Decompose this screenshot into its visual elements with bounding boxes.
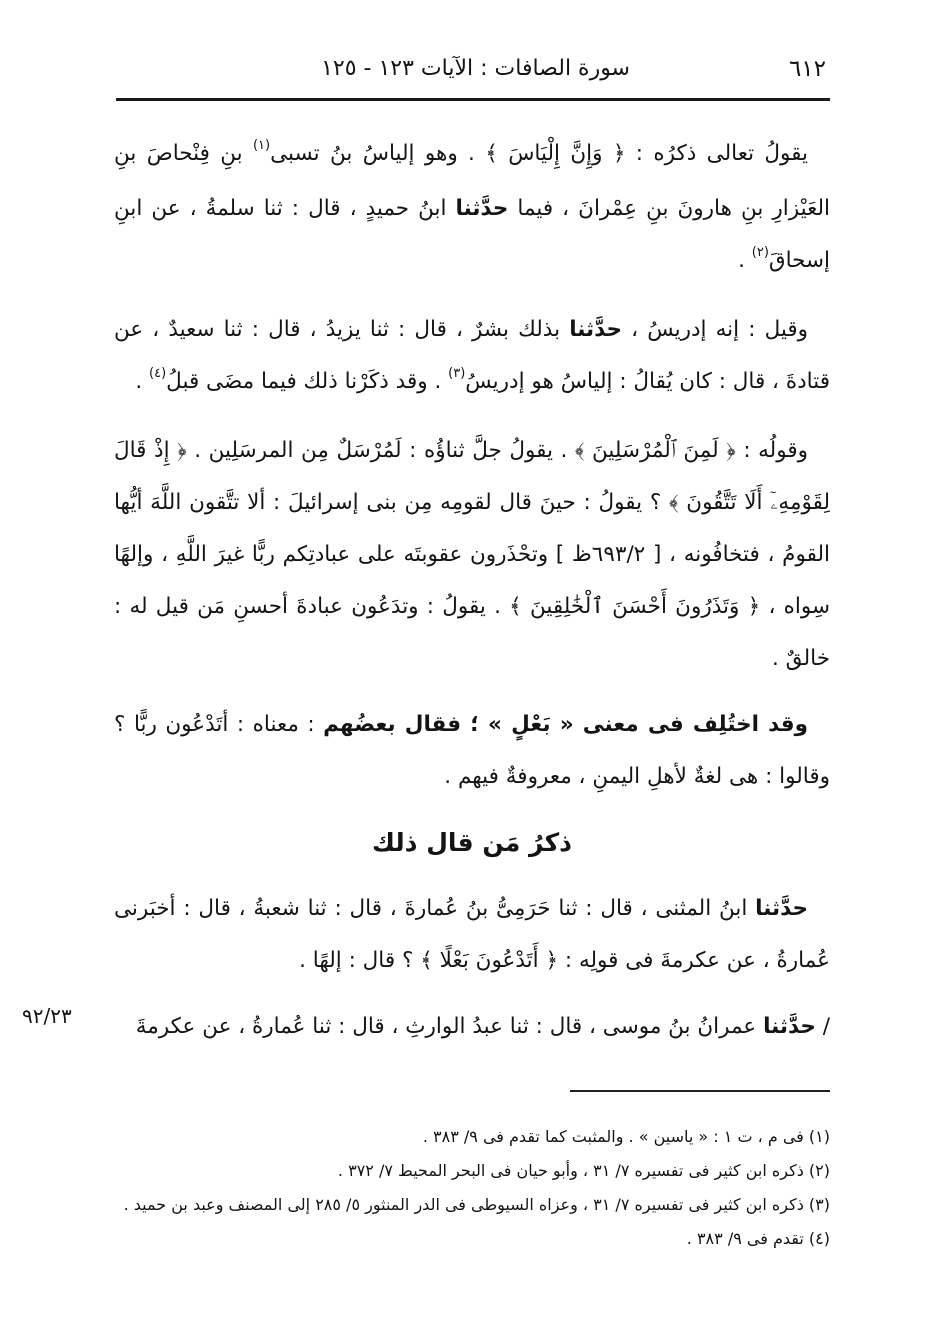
footnote-2: (٢) ذكره ابن كثير فى تفسيره ٧/ ٣١ ، وأبو حيان فى البحر المحيط ٧/ ٣٧٢ . <box>337 1161 830 1180</box>
header-rule <box>116 98 830 101</box>
margin-reference: ٩٢/٢٣ <box>22 1004 72 1028</box>
text-run: . <box>738 248 752 273</box>
paragraph-hadith-1 <box>114 883 830 987</box>
footnote-ref-2: (٢) <box>751 245 769 260</box>
footnote-rule <box>570 1090 830 1092</box>
footnotes <box>114 1120 830 1256</box>
page-number: ٦١٢ <box>788 56 826 82</box>
footnote-ref-1: (١) <box>252 138 271 153</box>
text-run: بذلك بشرٌ ، قال : ثنا يزيدُ ، قال : ثنا سعيدٌ ، عن قتادةَ ، قال : كان يُقالُ : إلياسُ هو إدريسُ <box>114 317 830 394</box>
footnote-ref-3: (٣) <box>448 366 466 381</box>
isnad-keyword: حدَّثنا <box>763 1014 816 1039</box>
footnote-4: (٤) تقدم فى ٩/ ٣٨٣ . <box>686 1229 830 1248</box>
isnad-keyword: حدَّثنا <box>455 196 509 221</box>
main-text <box>114 128 830 1067</box>
text-run: يقولُ تعالى ذكرُه : ﴿ وَإِنَّ إِلْيَاسَ ﴾ . وهو إلياسُ بنُ تسبى <box>270 141 808 166</box>
text-run: : معناه : أتَدْعُون ربًّا ؟ وقالوا : هى لغةٌ لأهلِ اليمنِ ، معروفةٌ فيهم . <box>114 712 830 789</box>
paragraph-ilyas <box>114 128 830 290</box>
text-run: . وقد ذكَرْنا ذلك فيما مضَى قبلُ <box>166 369 449 394</box>
footnote-1: (١) فى م ، ت ١ : « ياسين » . والمثبت كما تقدم فى ٩/ ٣٨٣ . <box>422 1127 830 1146</box>
footnote-3: (٣) ذكره ابن كثير فى تفسيره ٧/ ٣١ ، وعزاه السيوطى فى الدر المنثور ٥/ ٢٨٥ إلى المصنف وعبد بن حميد . <box>123 1195 830 1214</box>
page-header <box>112 50 830 94</box>
running-title: سورة الصافات : الآيات ١٢٣ - ١٢٥ <box>321 56 630 81</box>
text-run: بنِ فِنْحاصَ بنِ العَيْزارِ بنِ هارونَ بنِ عِمْرانَ ، فيما <box>114 141 830 221</box>
text-run: ابنُ حميدٍ ، قال : ثنا سلمةُ ، عن ابنِ إسحاقَ <box>114 196 830 273</box>
paragraph-hadith-2 <box>114 1001 830 1053</box>
paragraph-baal <box>114 699 830 803</box>
footnote-ref-4: (٤) <box>149 366 167 381</box>
bold-lead: وقد اختُلِف فى معنى « بَعْلٍ » ؛ فقال بعضُهم <box>323 712 809 737</box>
text-run: عمرانُ بنُ موسى ، قال : ثنا عبدُ الوارثِ ، قال : ثنا عُمارةُ ، عن عكرمةَ <box>135 1014 764 1039</box>
text-run: . <box>135 369 150 394</box>
paragraph-idris <box>114 304 830 411</box>
text-run: ابنُ المثنى ، قال : ثنا حَرَمِىُّ بنُ عُمارةَ ، قال : ثنا شعبةُ ، قال : أخبَرنى عُمارةُ ، عن عكرمةَ فى قولِه : ﴿ أَتَدْعُونَ بَعْلًا ﴾ ؟ قال : إلهًا . <box>114 896 830 973</box>
isnad-keyword: حدَّثنا <box>569 317 623 342</box>
isnad-keyword: حدَّثنا <box>755 896 808 921</box>
text-run: وقيل : إنه إدريسُ ، <box>622 317 809 342</box>
section-heading: ذكرُ مَن قال ذلك <box>372 828 572 857</box>
paragraph-mursalin: وقولُه : ﴿ لَمِنَ ٱلْمُرْسَلِينَ ﴾ . يقولُ جلَّ ثناؤُه : لَمُرْسَلٌ مِن المرسَلِين . ﴿ إِذْ قَالَ لِقَوْمِهِۦٓ أَلَا تَتَّقُونَ ﴾ ؟ يقولُ : حينَ قال لقومِه مِن بنى إسرائيلَ : ألا تتَّقون اللَّهَ أيُّها القومُ ، فتخافُونه ، [ ٦٩٣/٢ظ ] وتحْذَرون عقوبتَه على عبادتِكم ربًّا غيرَ اللَّهِ ، وإلهًا سِواه ، ﴿ وَتَذَرُونَ أَحْسَنَ ٱلْخَٰلِقِينَ ﴾ . يقولُ : وتدَعُون عبادةَ أحسنِ مَن قيل له : خالقٌ . <box>114 438 830 671</box>
page-break-marker: / <box>815 1014 830 1039</box>
